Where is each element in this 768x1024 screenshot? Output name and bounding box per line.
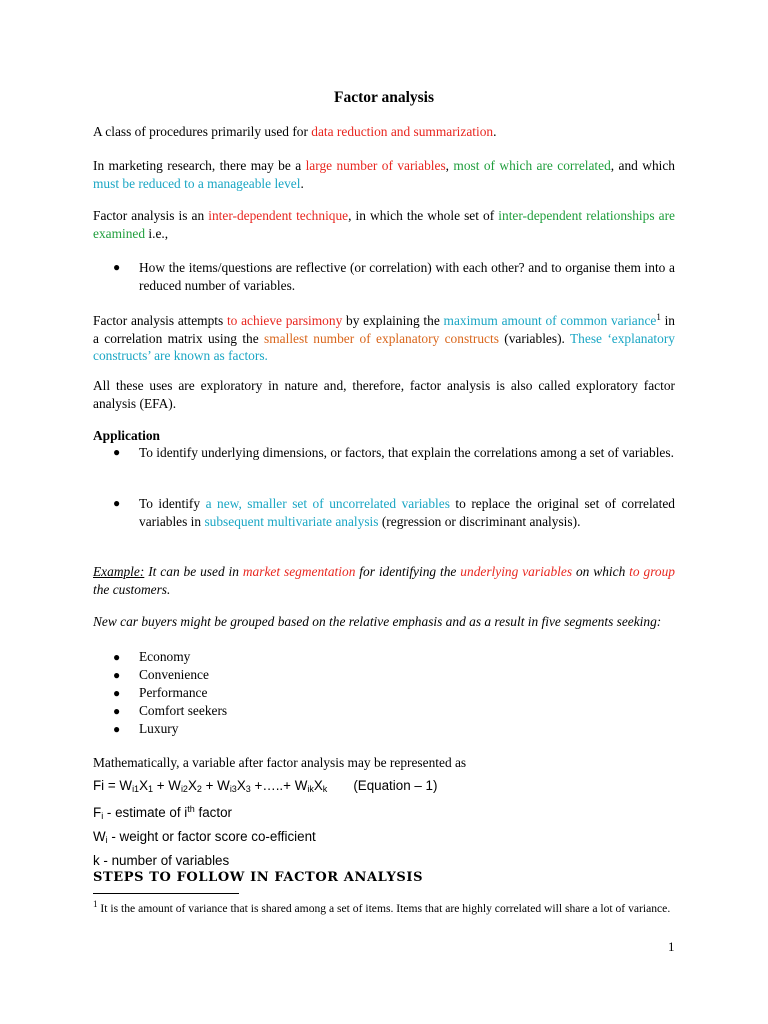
list-item-text: Economy: [139, 649, 191, 664]
text-run: - weight or factor score co-efficient: [107, 829, 316, 844]
footnote-mark: 1: [93, 899, 98, 909]
highlight-cyan: a new, smaller set of uncorrelated variables: [205, 496, 450, 511]
bullet-icon: ●: [113, 650, 121, 664]
list-item-text: [139, 495, 675, 530]
bullet-icon: ●: [113, 722, 121, 736]
bullet-icon: ●: [113, 260, 121, 274]
marketing-paragraph: [93, 157, 675, 192]
bullet-icon: ●: [113, 445, 121, 459]
text-run: i: [105, 835, 108, 845]
list-item-text: How the items/questions are reflective (or correlation) with each other? and to organise them into a reduced number of variables.: [139, 260, 675, 293]
text-run: th: [187, 804, 195, 814]
list-item: [113, 495, 675, 530]
interdependent-paragraph: [93, 207, 675, 242]
text-run: factor: [194, 805, 233, 820]
highlight-cyan: These ‘explanatory constructs’ are known as factors.: [93, 330, 675, 363]
example-paragraph: [93, 563, 675, 598]
text-run: to replace the original set of correlated variables in: [139, 496, 675, 529]
equation-label: (Equation – 1): [353, 778, 438, 793]
highlight-red: large number of variables: [305, 158, 446, 173]
math-intro: Mathematically, a variable after factor analysis may be represented as: [93, 755, 467, 770]
text-run: Factor analysis attempts: [93, 313, 227, 328]
text-run: , in which the whole set of: [348, 208, 499, 223]
text-run: , and which: [610, 158, 675, 173]
text-run: (variables).: [498, 330, 570, 346]
highlight-cyan: subsequent multivariate analysis: [204, 513, 379, 529]
bullet-icon: ●: [113, 704, 121, 718]
highlight-orange: smallest number of explanatory constructs: [264, 330, 499, 346]
highlight-cyan: maximum amount of common variance: [443, 313, 657, 328]
list-item: [113, 702, 227, 720]
list-item-text: To identify underlying dimensions, or factors, that explain the correlations among a set of variables.: [139, 445, 674, 460]
list-item: [113, 648, 190, 666]
page-number: 1: [668, 939, 675, 954]
definition-w: [93, 829, 316, 845]
highlight-green: most of which are correlated: [453, 158, 611, 173]
example-label: Example:: [93, 564, 145, 579]
text-run: in a correlation matrix using the: [93, 313, 676, 346]
bullet-icon: ●: [113, 496, 121, 510]
text-run: by explaining the: [342, 313, 444, 328]
highlight-red: data reduction and summarization: [311, 124, 494, 139]
highlight-green: inter-dependent relationships are examined: [93, 208, 675, 241]
highlight-red: to group: [629, 564, 675, 579]
text-run: i.e.,: [145, 225, 169, 241]
list-item-text: Luxury: [139, 721, 179, 736]
text-run: Factor analysis is an: [93, 208, 209, 223]
text-run: In marketing research, there may be a: [93, 158, 306, 173]
page-title: Factor analysis: [333, 89, 435, 106]
bullet-icon: ●: [113, 668, 121, 682]
footnote-divider: [93, 893, 239, 894]
text-run: on which: [572, 564, 630, 579]
text-run: for identifying the: [355, 564, 461, 579]
text-run: the customers.: [93, 581, 171, 597]
text-run: i: [101, 811, 104, 821]
text-run: ,: [445, 158, 454, 173]
text-run: (regression or discriminant analysis).: [378, 513, 581, 529]
list-item: [113, 684, 207, 702]
highlight-red: inter-dependent technique: [208, 208, 349, 223]
list-item-text: Performance: [139, 685, 208, 700]
highlight-red: market segmentation: [242, 564, 356, 579]
list-item-text: Comfort seekers: [139, 703, 228, 718]
text-run: A class of procedures primarily used for: [93, 124, 312, 139]
text-run: F: [93, 805, 102, 820]
list-item-text: Convenience: [139, 667, 209, 682]
intro-paragraph: [93, 123, 675, 141]
text-run: .: [493, 124, 497, 139]
car-buyers-paragraph: New car buyers might be grouped based on the relative emphasis and as a result in five segments seeking:: [93, 614, 662, 629]
definition-k: k - number of variables: [93, 853, 230, 868]
list-item: [113, 444, 675, 462]
highlight-red: underlying variables: [460, 564, 573, 579]
list-item: [113, 259, 675, 294]
footnote-text: It is the amount of variance that is shared among a set of items. Items that are highly correlated will share a lot of variance.: [97, 902, 671, 915]
list-item: [113, 720, 178, 738]
footnote-ref: 1: [656, 312, 661, 322]
highlight-red: to achieve parsimony: [226, 313, 343, 328]
definition-f: [93, 804, 232, 821]
bullet-icon: ●: [113, 686, 121, 700]
efa-paragraph: All these uses are exploratory in nature and, therefore, factor analysis is also called exploratory factor analysis (EFA).: [93, 378, 675, 411]
footnote: [93, 897, 675, 916]
parsimony-paragraph: [93, 309, 675, 365]
text-run: W: [93, 829, 106, 844]
text-run: - estimate of i: [103, 805, 188, 820]
text-run: .: [300, 175, 304, 191]
list-item: [113, 666, 209, 684]
text-run: To identify: [139, 496, 206, 511]
equation: $Fi = W_{i1}X_1 + W_{i2}X_2 + W_{i3}X_3$ +…..+ $W_{ik}X_k$ (Equation – 1): [93, 778, 438, 794]
text-run: It can be used in: [144, 564, 243, 579]
highlight-cyan: must be reduced to a manageable level: [93, 175, 301, 191]
steps-heading: STEPS TO FOLLOW IN FACTOR ANALYSIS: [93, 870, 424, 885]
application-heading: Application: [93, 428, 160, 443]
